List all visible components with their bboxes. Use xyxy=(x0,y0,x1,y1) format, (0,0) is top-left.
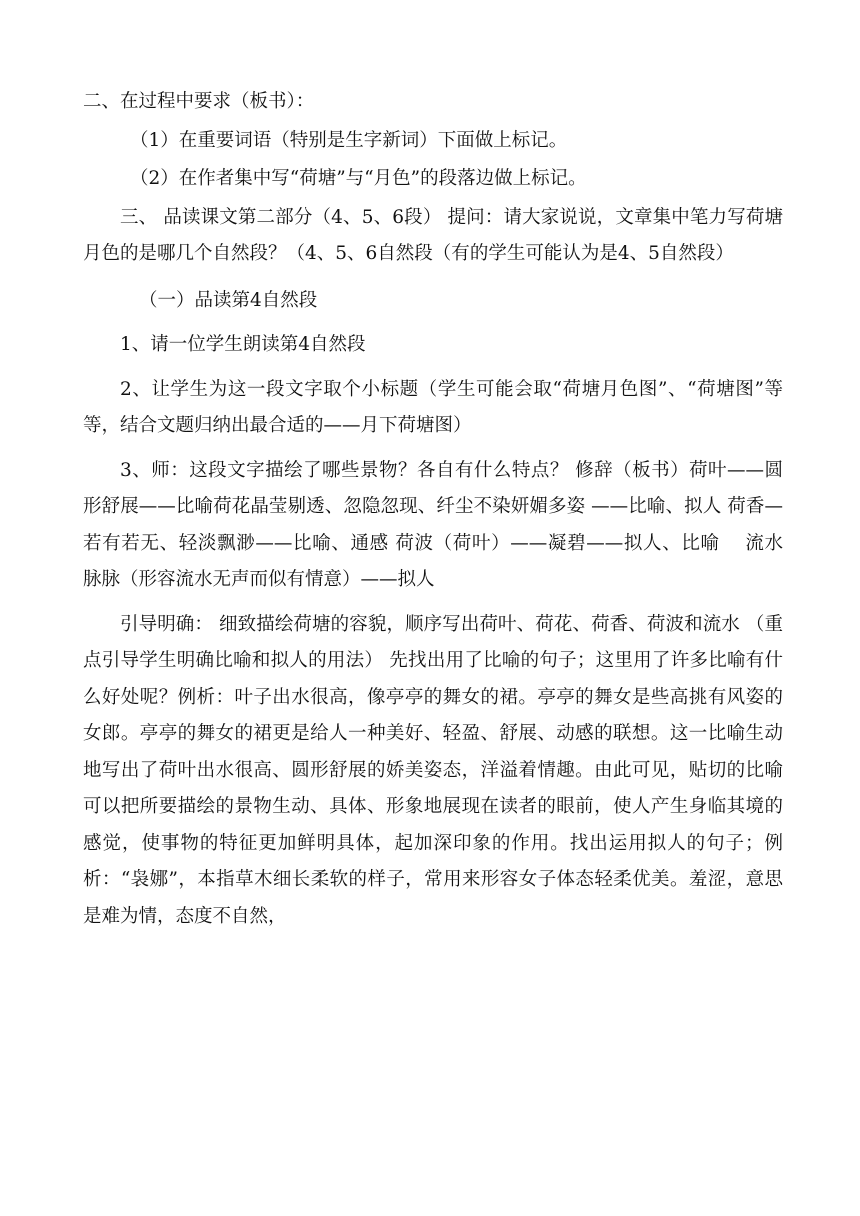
section-heading-three: 三、 品读课文第二部分（4、5、6段） 提问：请大家说说，文章集中笔力写荷塘月色的是哪几个自然段？（4、5、6自然段（有的学生可能认为是4、5自然段） xyxy=(83,206,783,264)
guidance-paragraph: 引导明确： 细致描绘荷塘的容貌，顺序写出荷叶、荷花、荷香、荷波和流水 （重点引导学生明确比喻和拟人的用法） 先找出用了比喻的句子；这里用了许多比喻有什么好处呢？例析：叶子出水很高，像亭亭的舞女的裙。亭亭的舞女是些高挑有风姿的女郎。亭亭的舞女的裙更是给人一种美好、轻盈、舒展、动感的联想。这一比喻生动地写出了荷叶出水很高、圆形舒展的娇美姿态，洋溢着情趣。由此可见，贴切的比喻可以把所要描绘的景物生动、具体、形象地展现在读者的眼前，使人产生身临其境的感觉，使事物的特征更加鲜明具体，起加深印象的作用。找出运用拟人的句子；例析：“袅娜”，本指草木细长柔软的样子，常用来形容女子体态轻柔优美。羞涩，意思是难为情，态度不自然， xyxy=(83,613,783,927)
step-2: 2、让学生为这一段文字取个小标题（学生可能会取“荷塘月色图”、“荷塘图”等等，结合文题归纳出最合适的——月下荷塘图） xyxy=(83,378,783,436)
step-1: 1、请一位学生朗读第4自然段 xyxy=(120,334,366,355)
subsection-heading-one: （一）品读第4自然段 xyxy=(139,289,318,311)
step-3: 3、师：这段文字描绘了哪些景物？各自有什么特点？ 修辞（板书）荷叶——圆形舒展——比喻荷花晶莹剔透、忽隐忽现、纤尘不染妍媚多姿 ——比喻、拟人 荷香—若有若无、轻淡飘渺——比喻、通感 荷波（荷叶）——凝碧——拟人、比喻 流水 脉脉（形容流水无声而似有情意）——拟人 xyxy=(83,459,783,590)
requirement-item-2: （2）在作者集中写“荷塘”与“月色”的段落边做上标记。 xyxy=(130,168,587,189)
document-body xyxy=(83,84,783,935)
section-heading-two: 二、在过程中要求（板书）： xyxy=(83,91,315,112)
requirement-item-1: （1）在重要词语（特别是生字新词）下面做上标记。 xyxy=(130,129,568,151)
